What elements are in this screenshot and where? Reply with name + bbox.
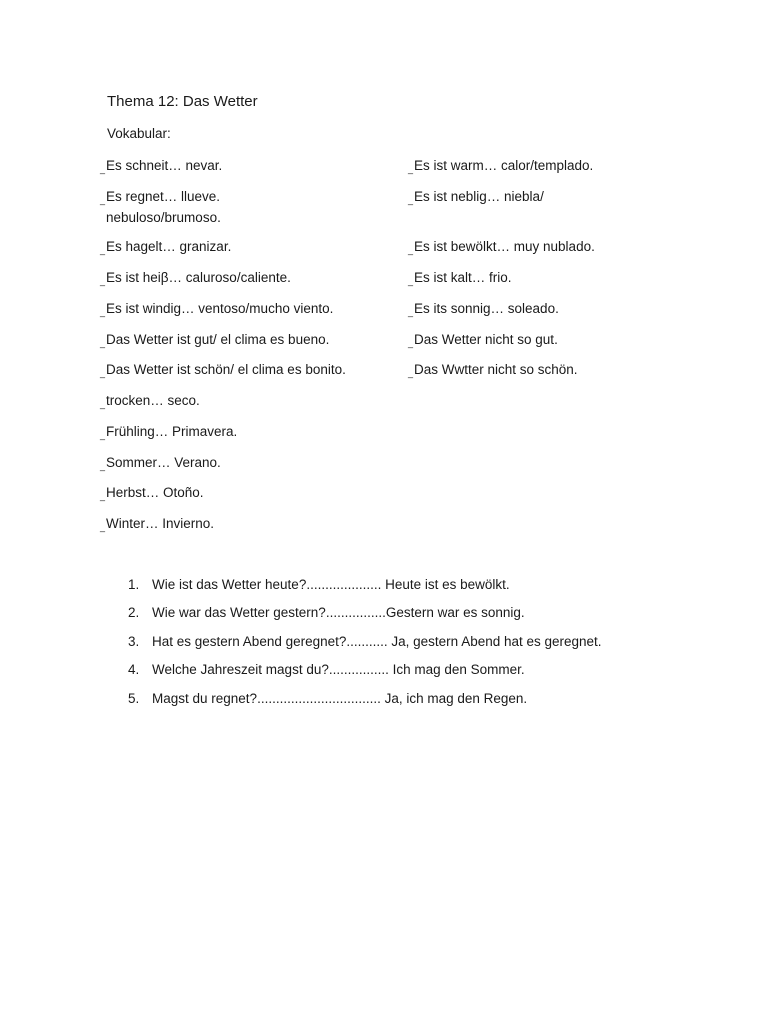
bullet-mark: _ xyxy=(100,164,106,174)
vocab-text: Herbst… Otoño. xyxy=(106,485,204,500)
vocab-item xyxy=(100,453,221,474)
vocab-item xyxy=(100,391,200,412)
question-text: Hat es gestern Abend geregnet?........... Ja, gestern Abend hat es geregnet. xyxy=(152,634,602,649)
vocab-text: Es its sonnig… soleado. xyxy=(414,301,559,316)
question-number: 3. xyxy=(128,634,140,649)
vocab-text: Das Wetter ist schön/ el clima es bonito. xyxy=(106,362,346,377)
question-number: 2. xyxy=(128,605,140,620)
vocab-heading: Vokabular: xyxy=(107,126,171,141)
vocab-text: Es regnet… llueve. xyxy=(106,189,221,204)
vocab-text: Winter… Invierno. xyxy=(106,516,215,531)
vocab-text: Es ist windig… ventoso/mucho viento. xyxy=(106,301,334,316)
bullet-mark: _ xyxy=(408,245,414,255)
vocab-text: Es ist bewölkt… muy nublado. xyxy=(414,239,595,254)
vocab-text: Es hagelt… granizar. xyxy=(106,239,232,254)
vocab-text: Frühling… Primavera. xyxy=(106,424,238,439)
bullet-mark: _ xyxy=(100,338,106,348)
bullet-mark: _ xyxy=(100,245,106,255)
vocab-item xyxy=(100,299,333,320)
question-text: Wie ist das Wetter heute?.................... Heute ist es bewölkt. xyxy=(152,577,510,592)
vocab-item xyxy=(408,299,559,320)
vocab-text: Sommer… Verano. xyxy=(106,455,221,470)
vocab-text: Es ist kalt… frio. xyxy=(414,270,512,285)
vocab-item xyxy=(100,360,346,381)
page-title: Thema 12: Das Wetter xyxy=(107,93,258,110)
bullet-mark: _ xyxy=(100,522,106,532)
vocab-item xyxy=(408,156,593,177)
vocab-text: trocken… seco. xyxy=(106,393,200,408)
question-item xyxy=(128,577,510,592)
question-item xyxy=(128,662,525,677)
bullet-mark: _ xyxy=(408,164,414,174)
question-number: 1. xyxy=(128,577,140,592)
bullet-mark: _ xyxy=(100,368,106,378)
bullet-mark: _ xyxy=(100,276,106,286)
bullet-mark: _ xyxy=(408,338,414,348)
question-text: Magst du regnet?................................. Ja, ich mag den Regen. xyxy=(152,691,528,706)
vocab-text: Das Wetter nicht so gut. xyxy=(414,332,558,347)
vocab-text: Das Wwtter nicht so schön. xyxy=(414,362,578,377)
vocab-item xyxy=(100,483,204,504)
vocab-item xyxy=(100,187,221,227)
vocab-item xyxy=(100,268,291,289)
vocab-item xyxy=(100,330,329,351)
vocab-item xyxy=(408,187,544,208)
bullet-mark: _ xyxy=(408,195,414,205)
bullet-mark: _ xyxy=(408,307,414,317)
bullet-mark: _ xyxy=(100,399,106,409)
vocab-text-continuation: nebuloso/brumoso. xyxy=(106,210,221,225)
vocab-text: Es ist heiβ… caluroso/caliente. xyxy=(106,270,291,285)
bullet-mark: _ xyxy=(100,491,106,501)
bullet-mark: _ xyxy=(100,461,106,471)
question-item xyxy=(128,605,525,620)
question-number: 4. xyxy=(128,662,140,677)
bullet-mark: _ xyxy=(408,276,414,286)
bullet-mark: _ xyxy=(100,307,106,317)
vocab-text: Es ist warm… calor/templado. xyxy=(414,158,594,173)
vocab-item xyxy=(100,237,231,258)
vocab-item xyxy=(408,330,558,351)
bullet-mark: _ xyxy=(408,368,414,378)
question-text: Welche Jahreszeit magst du?................ Ich mag den Sommer. xyxy=(152,662,525,677)
question-text: Wie war das Wetter gestern?................Gestern war es sonnig. xyxy=(152,605,525,620)
bullet-mark: _ xyxy=(100,195,106,205)
vocab-text: Das Wetter ist gut/ el clima es bueno. xyxy=(106,332,330,347)
question-item xyxy=(128,691,527,706)
bullet-mark: _ xyxy=(100,430,106,440)
vocab-item xyxy=(408,237,595,258)
vocab-text: Es schneit… nevar. xyxy=(106,158,223,173)
vocab-item xyxy=(100,422,237,443)
vocab-item xyxy=(100,514,214,535)
question-number: 5. xyxy=(128,691,140,706)
vocab-item xyxy=(408,268,512,289)
question-item xyxy=(128,634,602,649)
vocab-text: Es ist neblig… niebla/ xyxy=(414,189,544,204)
vocab-item xyxy=(408,360,578,381)
vocab-item xyxy=(100,156,222,177)
